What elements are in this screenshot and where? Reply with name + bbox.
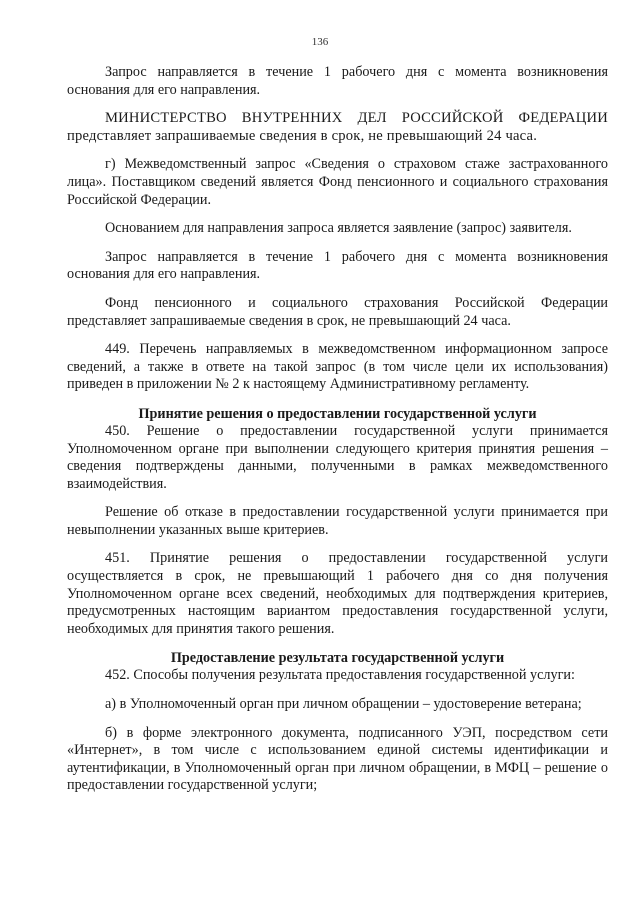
paragraph: 450. Решение о предоставлении государственной услуги принимается Уполномоченном органе при выполнении следующего критерия принятия решения – сведения подтверждены данными, полученными в рамках межведомственного взаимодействия.	[67, 422, 608, 492]
paragraph: Решение об отказе в предоставлении государственной услуги принимается при невыполнении указанных выше критериев.	[67, 504, 608, 538]
document-body	[67, 64, 608, 806]
section-heading-result: Предоставление результата государственной услуги	[170, 650, 505, 667]
paragraph: 449. Перечень направляемых в межведомственном информационном запросе сведений, а также в ответе на такой запрос (в том числе цели их использования) приведен в приложении № 2 к настоящему Административному регламенту.	[67, 341, 608, 393]
paragraph: г) Межведомственный запрос «Сведения о страховом стаже застрахованного лица». Поставщиком сведений является Фонд пенсионного и социального страхования Российской Федерации.	[67, 156, 608, 208]
paragraph: МИНИСТЕРСТВО ВНУТРЕННИХ ДЕЛ РОССИЙСКОЙ ФЕДЕРАЦИИ представляет запрашиваемые сведения в срок, не превышающий 24 часа.	[67, 110, 608, 144]
paragraph: Запрос направляется в течение 1 рабочего дня с момента возникновения основания для его направления.	[67, 248, 608, 283]
paragraph: Запрос направляется в течение 1 рабочего дня с момента возникновения основания для его направления.	[67, 64, 608, 98]
paragraph: 452. Способы получения результата предоставления государственной услуги:	[105, 667, 575, 684]
paragraph: 451. Принятие решения о предоставлении государственной услуги осуществляется в срок, не превышающий 1 рабочего дня со дня получения Уполномоченном органе всех сведений, необходимых для подтверждения критериев, предусмотренных настоящим вариантом предоставления государственной услуги, необходимых для принятия такого решения.	[67, 550, 608, 637]
paragraph: а) в Уполномоченный орган при личном обращении – удостоверение ветерана;	[105, 696, 582, 713]
section-heading-decision: Принятие решения о предоставлении государственной услуги	[138, 405, 537, 422]
page-number: 136	[311, 36, 329, 48]
paragraph: б) в форме электронного документа, подписанного УЭП, посредством сети «Интернет», в том числе с использованием единой системы идентификации и аутентификации, в Уполномоченный орган при личном обращении, в МФЦ – решение о предоставлении государственной услуги;	[67, 724, 608, 794]
paragraph: Фонд пенсионного и социального страхования Российской Федерации представляет запрашиваемые сведения в срок, не превышающий 24 часа.	[67, 294, 608, 329]
paragraph: Основанием для направления запроса является заявление (запрос) заявителя.	[105, 220, 572, 237]
